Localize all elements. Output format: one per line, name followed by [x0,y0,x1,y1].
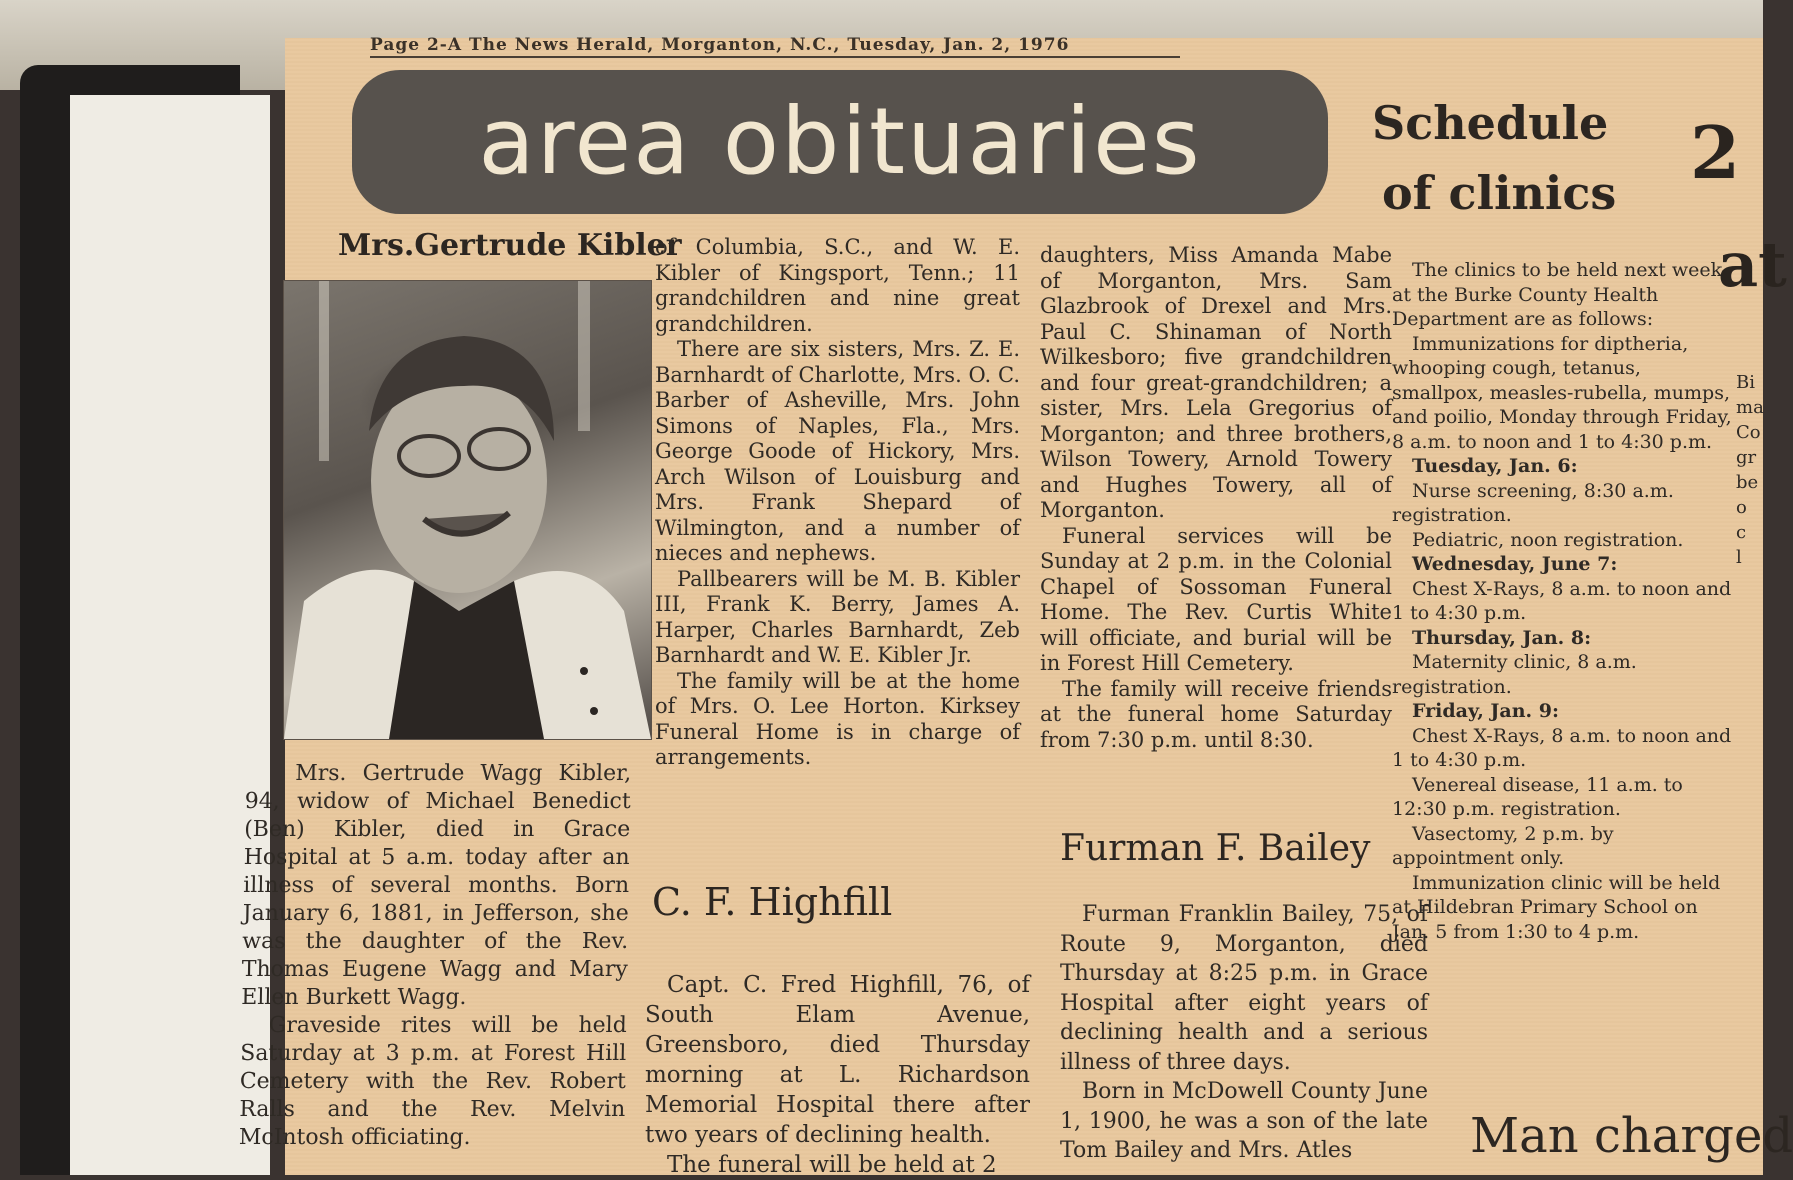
clinics-headline-line1: Schedule [1372,96,1609,150]
man-charged-headline: Man charged [1470,1108,1793,1164]
kibler-caption [239,760,632,1152]
clinics-headline [1372,88,1616,228]
edge-fragment: c [1736,522,1747,543]
clinics-tuesday-label: Tuesday, Jan. 6: [1412,455,1578,477]
highfill-p2: The funeral will be held at 2 [667,1152,997,1178]
highfill-headline: C. F. Highfill [652,880,893,924]
kibler-col-p4: The family will be at the home of Mrs. O. Lee Horton. Kirksey Funeral Home is in charge of arrangements. [655,668,1020,769]
edge-fragment: be [1736,472,1759,493]
right-edge-number: 2 [1690,110,1741,195]
clinics-friday-1: Chest X-Rays, 8 a.m. to noon and 1 to 4:30 p.m. [1392,724,1732,771]
col3-p3: The family will receive friends at the funeral home Saturday from 7:30 p.m. until 8:30. [1040,676,1392,752]
kibler-headline: Mrs.Gertrude Kibler [338,228,682,263]
kibler-col-p2: There are six sisters, Mrs. Z. E. Barnhardt of Charlotte, Mrs. O. C. Barber of Asheville, Mrs. John Simons of Naples, Fla., Mrs. George Goode of Hickory, Mrs. Arch Wilson of Louisburg and Mrs. Frank Shepard of Wilmington, and a number of nieces and nephews. [655,337,1020,565]
kibler-caption-p2: Graveside rites will be held Saturday at 3 p.m. at Forest Hill Cemetery with the Rev. Robert Ralls and the Rev. Melvin McIntosh officiating. [238,1013,628,1150]
edge-fragment: gr [1736,447,1757,468]
right-edge-fragments [1736,370,1764,570]
clinics-intro: The clinics to be held next week at the Burke County Health Department are as follows: [1392,259,1723,330]
edge-fragment: ma [1736,397,1764,418]
page-header-line: Page 2-A The News Herald, Morganton, N.C., Tuesday, Jan. 2, 1976 [370,35,1070,55]
edge-fragment: l [1736,547,1742,568]
header-rule [370,56,1180,58]
edge-fragment: Co [1736,422,1761,443]
kibler-col-p3: Pallbearers will be M. B. Kibler III, Frank K. Berry, James A. Harper, Charles Barnhardt, Zeb Barnhardt and W. E. Kibler Jr. [655,566,1020,667]
bailey-p2: Born in McDowell County June 1, 1900, he was a son of the late Tom Bailey and Mrs. Atles [1060,1079,1428,1163]
clinics-friday-2: Venereal disease, 11 a.m. to 12:30 p.m. registration. [1392,773,1683,820]
obit-column-3 [1040,243,1392,753]
clinics-column [1392,258,1732,944]
clinics-tuesday-1: Nurse screening, 8:30 a.m. registration. [1392,479,1674,526]
kibler-caption-p1: Mrs. Gertrude Wagg Kibler, 94, widow of Michael Benedict (Ben) Kibler, died in Grace Hospital at 5 a.m. today after an illness of several months. Born January 6, 1881, in Jefferson, she was the daughter of the Rev. Thomas Eugene Wagg and Mary Ellen Burkett Wagg. [241,761,632,1010]
clinics-thursday-1: Maternity clinic, 8 a.m. registration. [1392,651,1637,698]
section-banner: area obituaries [352,70,1328,214]
clinics-friday-label: Friday, Jan. 9: [1412,700,1560,722]
kibler-column [655,235,1020,771]
bailey-column [1060,900,1428,1166]
clinics-immunizations: Immunizations for diptheria, whooping cough, tetanus, smallpox, measles-rubella, mumps, and poilio, Monday through Friday, 8 a.m. to noon and 1 to 4:30 p.m. [1392,332,1732,453]
edge-fragment: o [1736,497,1747,518]
clinics-tuesday-2: Pediatric, noon registration. [1412,528,1684,551]
highfill-column [645,970,1030,1180]
highfill-p1: Capt. C. Fred Highfill, 76, of South Elam Avenue, Greensboro, died Thursday morning at L. Richardson Memorial Hospital there after two years of declining health. [645,972,1030,1148]
clinics-headline-line2: of clinics [1382,166,1617,220]
clinics-wednesday-label: Wednesday, June 7: [1412,553,1618,575]
bailey-headline: Furman F. Bailey [1060,828,1371,869]
clinics-wednesday-1: Chest X-Rays, 8 a.m. to noon and 1 to 4:30 p.m. [1392,577,1732,624]
bailey-p1: Furman Franklin Bailey, 75, of Route 9, Morganton, died Thursday at 8:25 p.m. in Grace Hospital after eight years of declining health and a serious illness of three days. [1060,902,1428,1075]
portrait-photo [283,280,652,740]
col3-p2: Funeral services will be Sunday at 2 p.m. in the Colonial Chapel of Sossoman Funeral Home. The Rev. Curtis White will officiate, and burial will be in Forest Hill Cemetery. [1040,523,1392,675]
right-edge-word: at [1718,228,1787,301]
edge-fragment: Bi [1736,372,1755,393]
clinics-thursday-label: Thursday, Jan. 8: [1412,626,1592,649]
kibler-col-p1: of Columbia, S.C., and W. E. Kibler of Kingsport, Tenn.; 11 grandchildren and nine great grandchildren. [655,235,1020,336]
col3-p1: daughters, Miss Amanda Mabe of Morganton, Mrs. Sam Glazbrook of Drexel and Mrs. Paul C. Shinaman of North Wilkesboro; five grandchildren and four great-grandchildren; a sister, Mrs. Lela Gregorius of Morganton; and three brothers, Wilson Towery, Arnold Towery and Hughes Towery, all of Morganton. [1040,243,1392,522]
clinics-friday-4: Immunization clinic will be held at Hildebran Primary School on Jan. 5 from 1:30 to 4 p.m. [1392,871,1721,943]
portrait-illustration [284,281,651,739]
clinics-friday-3: Vasectomy, 2 p.m. by appointment only. [1392,822,1614,869]
